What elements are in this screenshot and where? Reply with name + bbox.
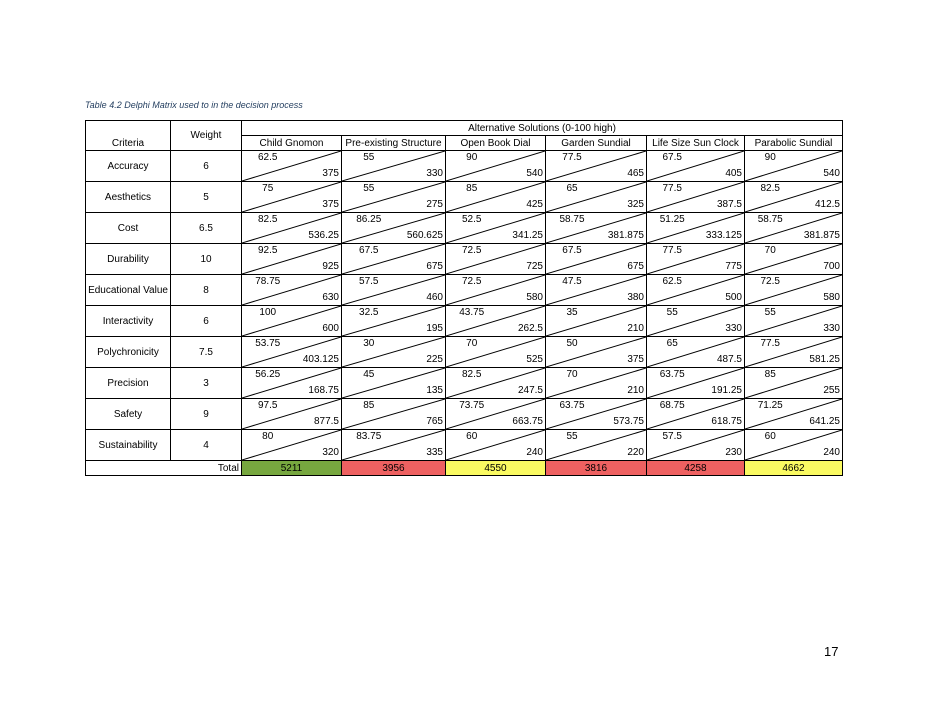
weighted-score: 333.125 [705,230,742,241]
raw-score: 58.75 [559,214,585,225]
raw-score: 86.25 [356,214,382,225]
weighted-score: 191.25 [711,385,742,396]
criterion-row [86,182,843,213]
weighted-score: 168.75 [308,385,339,396]
total-value: 4258 [647,461,745,476]
raw-score: 85 [363,400,375,411]
weight-value: 6.5 [171,213,242,244]
weighted-score: 540 [526,168,543,179]
weighted-score: 375 [322,168,339,179]
weighted-score: 330 [823,323,840,334]
raw-score: 82.5 [760,183,780,194]
raw-score: 85 [466,183,478,194]
raw-score: 67.5 [359,245,379,256]
raw-score: 63.75 [559,400,585,411]
weighted-score: 341.25 [512,230,543,241]
weighted-score: 675 [426,261,443,272]
weighted-score: 641.25 [809,416,840,427]
raw-score: 70 [566,369,578,380]
weighted-score: 240 [526,447,543,458]
raw-score: 63.75 [659,369,685,380]
solution-header: Parabolic Sundial [745,136,843,151]
raw-score: 100 [259,307,277,318]
solution-header: Child Gnomon [242,136,342,151]
criterion-label: Aesthetics [86,182,171,213]
score-cell [242,213,342,244]
raw-score: 67.5 [662,152,682,163]
raw-score: 62.5 [258,152,278,163]
raw-score: 80 [262,431,274,442]
raw-score: 83.75 [356,431,382,442]
score-cell [342,306,446,337]
criterion-row [86,213,843,244]
raw-score: 30 [363,338,375,349]
weighted-score: 195 [426,323,443,334]
criterion-label: Polychronicity [86,337,171,368]
criterion-label: Educational Value [86,275,171,306]
weighted-score: 255 [823,385,840,396]
raw-score: 77.5 [662,183,682,194]
weighted-score: 220 [627,447,644,458]
weighted-score: 330 [725,323,742,334]
score-cell [342,430,446,461]
criterion-label: Safety [86,399,171,430]
score-cell [342,182,446,213]
score-cell [546,337,647,368]
raw-score: 47.5 [562,276,582,287]
score-cell [342,244,446,275]
weighted-score: 465 [627,168,644,179]
raw-score: 60 [764,431,776,442]
criterion-row [86,151,843,182]
raw-score: 75 [262,183,274,194]
total-value: 4550 [446,461,546,476]
weighted-score: 540 [823,168,840,179]
weighted-score: 765 [426,416,443,427]
weight-value: 5 [171,182,242,213]
weighted-score: 600 [322,323,339,334]
delphi-matrix-table [85,120,843,476]
score-cell [242,399,342,430]
score-cell [647,399,745,430]
raw-score: 92.5 [258,245,278,256]
weighted-score: 375 [627,354,644,365]
total-value: 3956 [342,461,446,476]
score-cell [745,151,843,182]
weighted-score: 375 [322,199,339,210]
score-cell [546,151,647,182]
weighted-score: 487.5 [716,354,742,365]
criterion-label: Cost [86,213,171,244]
total-row [86,461,843,476]
criterion-label: Sustainability [86,430,171,461]
raw-score: 68.75 [659,400,685,411]
raw-score: 97.5 [258,400,278,411]
score-cell [342,368,446,399]
weighted-score: 335 [426,447,443,458]
solution-header: Open Book Dial [446,136,546,151]
weight-value: 7.5 [171,337,242,368]
criterion-label: Accuracy [86,151,171,182]
weighted-score: 663.75 [512,416,543,427]
score-cell [745,275,843,306]
weight-value: 6 [171,151,242,182]
weighted-score: 403.125 [302,354,339,365]
weight-value: 8 [171,275,242,306]
criterion-label: Precision [86,368,171,399]
raw-score: 70 [466,338,478,349]
raw-score: 55 [566,431,578,442]
raw-score: 72.5 [462,276,482,287]
score-cell [446,399,546,430]
weighted-score: 700 [823,261,840,272]
weighted-score: 405 [725,168,742,179]
raw-score: 82.5 [462,369,482,380]
raw-score: 65 [566,183,578,194]
raw-score: 90 [466,152,478,163]
weighted-score: 925 [322,261,339,272]
score-cell [446,275,546,306]
raw-score: 32.5 [359,307,379,318]
weighted-score: 877.5 [313,416,339,427]
score-cell [446,151,546,182]
score-cell [546,399,647,430]
raw-score: 78.75 [255,276,281,287]
score-cell [242,337,342,368]
score-cell [242,430,342,461]
weighted-score: 536.25 [308,230,339,241]
weight-value: 4 [171,430,242,461]
weighted-score: 775 [725,261,742,272]
score-cell [745,430,843,461]
raw-score: 72.5 [462,245,482,256]
raw-score: 77.5 [562,152,582,163]
weighted-score: 525 [526,354,543,365]
weighted-score: 725 [526,261,543,272]
raw-score: 58.75 [757,214,783,225]
raw-score: 55 [764,307,776,318]
raw-score: 90 [764,152,776,163]
weighted-score: 275 [426,199,443,210]
score-cell [242,306,342,337]
weighted-score: 210 [627,385,644,396]
weighted-score: 580 [526,292,543,303]
raw-score: 71.25 [757,400,783,411]
score-cell [242,151,342,182]
score-cell [745,213,843,244]
raw-score: 45 [363,369,375,380]
criterion-row [86,275,843,306]
weighted-score: 230 [725,447,742,458]
total-label: Total [86,461,242,476]
score-cell [546,244,647,275]
score-cell [342,151,446,182]
score-cell [647,151,745,182]
total-value: 4662 [745,461,843,476]
score-cell [745,368,843,399]
raw-score: 77.5 [662,245,682,256]
criterion-row [86,306,843,337]
score-cell [647,182,745,213]
score-cell [745,244,843,275]
score-cell [446,368,546,399]
raw-score: 77.5 [760,338,780,349]
weighted-score: 381.875 [607,230,644,241]
criterion-row [86,399,843,430]
score-cell [446,213,546,244]
score-cell [446,244,546,275]
weight-value: 3 [171,368,242,399]
weighted-score: 387.5 [716,199,742,210]
raw-score: 50 [566,338,578,349]
criterion-row [86,430,843,461]
score-cell [647,244,745,275]
score-cell [647,275,745,306]
criterion-label: Interactivity [86,306,171,337]
raw-score: 57.5 [359,276,379,287]
score-cell [745,337,843,368]
score-cell [342,213,446,244]
solution-header: Life Size Sun Clock [647,136,745,151]
score-cell [745,306,843,337]
raw-score: 51.25 [659,214,685,225]
weighted-score: 380 [627,292,644,303]
weighted-score: 573.75 [613,416,644,427]
weighted-score: 630 [322,292,339,303]
raw-score: 55 [363,183,375,194]
weighted-score: 618.75 [711,416,742,427]
criterion-label: Durability [86,244,171,275]
weighted-score: 325 [627,199,644,210]
score-cell [647,337,745,368]
score-cell [242,368,342,399]
weighted-score: 225 [426,354,443,365]
weighted-score: 135 [426,385,443,396]
raw-score: 73.75 [459,400,485,411]
score-cell [446,337,546,368]
criterion-row [86,337,843,368]
total-value: 5211 [242,461,342,476]
criterion-row [86,244,843,275]
raw-score: 60 [466,431,478,442]
page-number: 17 [824,644,839,659]
score-cell [342,337,446,368]
score-cell [647,213,745,244]
score-cell [242,275,342,306]
raw-score: 55 [363,152,375,163]
alternatives-header: Alternative Solutions (0-100 high) [242,121,843,136]
raw-score: 72.5 [760,276,780,287]
weighted-score: 330 [426,168,443,179]
raw-score: 57.5 [662,431,682,442]
weighted-score: 247.5 [517,385,543,396]
score-cell [546,182,647,213]
score-cell [647,368,745,399]
raw-score: 53.75 [255,338,281,349]
score-cell [546,368,647,399]
weighted-score: 262.5 [517,323,543,334]
criteria-header: Criteria [86,121,171,151]
raw-score: 35 [566,307,578,318]
raw-score: 56.25 [255,369,281,380]
raw-score: 52.5 [462,214,482,225]
weight-value: 6 [171,306,242,337]
weighted-score: 210 [627,323,644,334]
raw-score: 62.5 [662,276,682,287]
raw-score: 43.75 [459,307,485,318]
score-cell [647,306,745,337]
score-cell [342,399,446,430]
score-cell [745,182,843,213]
score-cell [446,306,546,337]
weighted-score: 500 [725,292,742,303]
weighted-score: 412.5 [814,199,840,210]
criterion-row [86,368,843,399]
weighted-score: 425 [526,199,543,210]
total-value: 3816 [546,461,647,476]
score-cell [745,399,843,430]
weighted-score: 580 [823,292,840,303]
solution-header: Pre-existing Structure [342,136,446,151]
weighted-score: 460 [426,292,443,303]
weighted-score: 560.625 [406,230,443,241]
score-cell [647,430,745,461]
score-cell [546,306,647,337]
solution-header: Garden Sundial [546,136,647,151]
raw-score: 85 [764,369,776,380]
raw-score: 55 [666,307,678,318]
weighted-score: 240 [823,447,840,458]
raw-score: 70 [764,245,776,256]
raw-score: 65 [666,338,678,349]
raw-score: 67.5 [562,245,582,256]
score-cell [446,182,546,213]
score-cell [546,430,647,461]
weighted-score: 581.25 [809,354,840,365]
score-cell [546,275,647,306]
raw-score: 82.5 [258,214,278,225]
weighted-score: 320 [322,447,339,458]
score-cell [242,244,342,275]
weight-header: Weight [171,121,242,151]
weighted-score: 381.875 [803,230,840,241]
weight-value: 10 [171,244,242,275]
weight-value: 9 [171,399,242,430]
table-caption: Table 4.2 Delphi Matrix used to in the decision process [85,100,303,110]
score-cell [242,182,342,213]
weighted-score: 675 [627,261,644,272]
score-cell [342,275,446,306]
score-cell [446,430,546,461]
score-cell [546,213,647,244]
